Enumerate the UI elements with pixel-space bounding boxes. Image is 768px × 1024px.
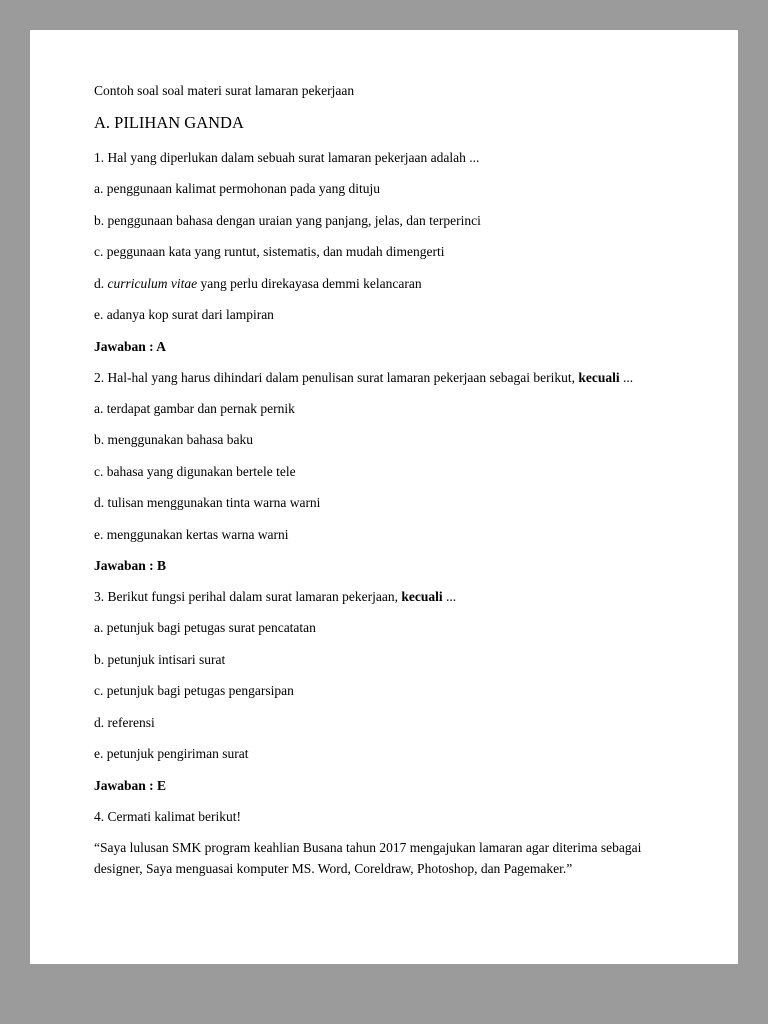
question-3-answer: Jawaban : E bbox=[94, 777, 167, 793]
question-3-text bbox=[94, 586, 674, 607]
document-page bbox=[30, 30, 738, 964]
question-2-answer: Jawaban : B bbox=[94, 558, 167, 573]
question-3-option-d: d. referensi bbox=[94, 714, 155, 730]
question-2-text-prefix: 2. Hal-hal yang harus dihindari dalam penulisan surat lamaran pekerjaan sebagai berikut, bbox=[94, 369, 579, 385]
question-4-text bbox=[94, 806, 674, 827]
document-title: Contoh soal soal materi surat lamaran pekerjaan bbox=[94, 83, 355, 98]
question-2-option-a: a. terdapat gambar dan pernak pernik bbox=[94, 400, 295, 416]
question-4-quote: “Saya lulusan SMK program keahlian Busana tahun 2017 mengajukan lamaran agar diterima sebagai designer, Saya menguasai komputer MS. Word, Coreldraw, Photoshop, dan Pagemaker.” bbox=[94, 839, 642, 876]
question-3 bbox=[94, 586, 674, 796]
question-2-option-b: b. menggunakan bahasa baku bbox=[94, 432, 253, 447]
question-3-text-suffix: ... bbox=[442, 589, 457, 604]
question-2-option-c: c. bahasa yang digunakan bertele tele bbox=[94, 463, 296, 479]
question-3-text-prefix: 3. Berikut fungsi perihal dalam surat lamaran pekerjaan, bbox=[94, 589, 402, 604]
question-4 bbox=[94, 806, 674, 879]
question-2-option-d: d. tulisan menggunakan tinta warna warni bbox=[94, 495, 321, 510]
question-2-option-e: e. menggunakan kertas warna warni bbox=[94, 526, 289, 542]
question-3-option-e: e. petunjuk pengiriman surat bbox=[94, 746, 249, 761]
question-1-option-c: c. peggunaan kata yang runtut, sistematis, dan mudah dimengerti bbox=[94, 244, 445, 259]
question-1-option-a: a. penggunaan kalimat permohonan pada yang dituju bbox=[94, 181, 381, 196]
question-1-text-prefix: 1. Hal yang diperlukan dalam sebuah surat lamaran pekerjaan adalah ... bbox=[94, 150, 480, 165]
question-4-text-prefix: 4. Cermati kalimat berikut! bbox=[94, 808, 241, 824]
section-heading: A. PILIHAN GANDA bbox=[94, 113, 244, 132]
question-2-text-suffix: ... bbox=[619, 369, 634, 385]
question-3-option-b: b. petunjuk intisari surat bbox=[94, 651, 226, 667]
question-2-text-bold: kecuali bbox=[578, 369, 620, 385]
question-3-option-c: c. petunjuk bagi petugas pengarsipan bbox=[94, 683, 294, 698]
question-1-option-e: e. adanya kop surat dari lampiran bbox=[94, 307, 274, 322]
question-1-answer: Jawaban : A bbox=[94, 338, 167, 354]
question-3-option-a: a. petunjuk bagi petugas surat pencatatan bbox=[94, 620, 316, 635]
question-1-text bbox=[94, 147, 674, 168]
question-1-option-d: d. curriculum vitae yang perlu direkayasa demmi kelancaran bbox=[94, 275, 422, 291]
question-2-text bbox=[94, 367, 674, 388]
question-2 bbox=[94, 367, 674, 577]
question-1-option-b: b. penggunaan bahasa dengan uraian yang panjang, jelas, dan terperinci bbox=[94, 212, 481, 228]
question-1 bbox=[94, 147, 674, 357]
question-3-text-bold: kecuali bbox=[401, 589, 443, 604]
